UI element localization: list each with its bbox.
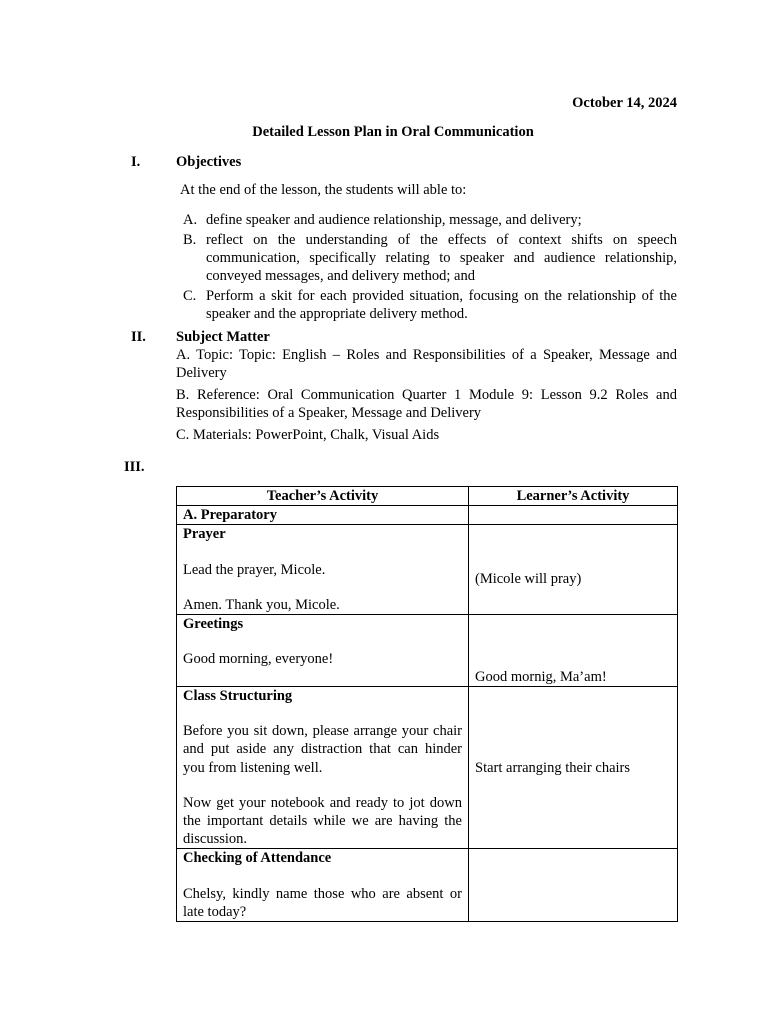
greetings-learner-cell (469, 615, 678, 687)
list-marker: C. (183, 288, 197, 304)
list-item (183, 287, 677, 323)
list-marker: B. (183, 231, 197, 248)
document-title: Detailed Lesson Plan in Oral Communication (252, 124, 534, 140)
structuring-line2: Now get your notebook and ready to jot down the important details while we are having the discussion. (183, 794, 462, 848)
learner-activity-header: Learner’s Activity (469, 487, 678, 506)
attendance-heading: Checking of Attendance (183, 850, 332, 867)
list-item (183, 231, 677, 286)
structuring-line1: Before you sit down, please arrange your chair and put aside any distraction that can hinder you from listening well. (183, 723, 462, 776)
prayer-heading: Prayer (183, 526, 226, 543)
attendance-cell (177, 849, 469, 922)
table-row (177, 849, 678, 922)
empty-cell (469, 506, 678, 525)
lesson-date: October 14, 2024 (572, 95, 677, 111)
section-heading-subject-matter: Subject Matter (176, 329, 270, 345)
list-item (183, 211, 677, 229)
list-item-text: reflect on the understanding of the effects of context shifts on speech communication, specifically relating to speaker and audience relationship, conveyed messages, and delivery method; and (206, 231, 677, 285)
attendance-learner-cell (469, 849, 678, 922)
greetings-cell (177, 615, 469, 687)
prayer-line2: Amen. Thank you, Micole. (183, 596, 340, 613)
table-row (177, 506, 678, 525)
prayer-cell (177, 525, 469, 615)
activity-table (176, 486, 678, 922)
attendance-line1: Chelsy, kindly name those who are absent or late today? (183, 885, 462, 920)
table-row (177, 525, 678, 615)
list-item-text: Perform a skit for each provided situation, focusing on the relationship of the speaker and the appropriate delivery method. (206, 288, 677, 323)
table-row (177, 687, 678, 849)
prayer-learner-cell (469, 525, 678, 615)
structuring-cell (177, 687, 469, 849)
list-item-text: define speaker and audience relationship, message, and delivery; (206, 212, 582, 228)
greetings-line1: Good morning, everyone! (183, 651, 334, 668)
section-heading-objectives: Objectives (176, 154, 242, 170)
subject-reference: B. Reference: Oral Communication Quarter 1 Module 9: Lesson 9.2 Roles and Responsibilities of a Speaker, Message and Delivery (176, 387, 677, 422)
subject-materials: C. Materials: PowerPoint, Chalk, Visual Aids (176, 427, 440, 443)
greetings-heading: Greetings (183, 616, 244, 633)
preparatory-label: A. Preparatory (177, 506, 469, 525)
prayer-line1: Lead the prayer, Micole. (183, 561, 326, 578)
structuring-learner-response: Start arranging their chairs (475, 759, 631, 776)
section-number-objectives: I. (131, 154, 141, 170)
section-number-procedure: III. (124, 459, 145, 475)
list-marker: A. (183, 212, 198, 228)
prayer-learner-response: (Micole will pray) (475, 570, 582, 587)
table-row (177, 615, 678, 687)
table-header-row (177, 487, 678, 506)
subject-topic: A. Topic: Topic: English – Roles and Responsibilities of a Speaker, Message and Delivery (176, 347, 677, 382)
section-number-subject-matter: II. (131, 329, 146, 345)
objectives-list (183, 211, 677, 325)
objectives-intro: At the end of the lesson, the students will able to: (180, 182, 467, 198)
teacher-activity-header: Teacher’s Activity (177, 487, 469, 506)
structuring-learner-cell (469, 687, 678, 849)
structuring-heading: Class Structuring (183, 688, 293, 705)
greetings-learner-response: Good mornig, Ma’am! (475, 668, 607, 685)
